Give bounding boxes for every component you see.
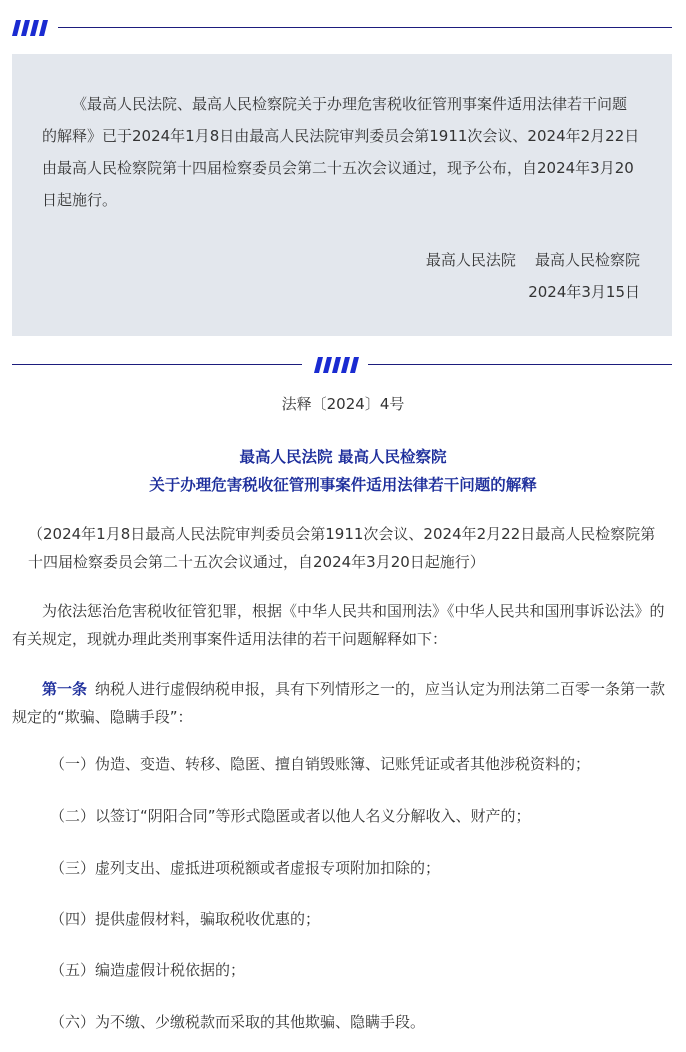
document-number: 法释〔2024〕4号: [281, 395, 405, 413]
list-item: （四）提供虚假材料，骗取税收优惠的；: [50, 910, 321, 928]
list-item: （一）伪造、变造、转移、隐匿、擅自销毁账簿、记账凭证或者其他涉税资料的；: [50, 755, 591, 773]
divider-line-right: [368, 364, 672, 365]
list-item: （五）编造虚假计税依据的；: [50, 961, 246, 979]
article-label: 第一条: [42, 680, 88, 698]
middle-divider: [12, 355, 672, 375]
announcement-box: [12, 54, 672, 336]
stripe-ornament: [316, 357, 357, 373]
document-title: [0, 443, 686, 499]
divider-line: [58, 27, 672, 28]
article-1: [12, 675, 672, 731]
signers: 最高人民法院 最高人民检察院: [425, 251, 640, 269]
title-line-2: 关于办理危害税收征管刑事案件适用法律若干问题的解释: [149, 476, 537, 494]
announcement-signature: [426, 244, 640, 308]
list-item: （六）为不缴、少缴税款而采取的其他欺骗、隐瞒手段。: [50, 1013, 426, 1031]
divider-line-left: [12, 364, 302, 365]
stripe-ornament: [14, 20, 46, 36]
list-item: （三）虚列支出、虚抵进项税额或者虚报专项附加扣除的；: [50, 859, 441, 877]
announcement-text: 《最高人民法院、最高人民检察院关于办理危害税收征管刑事案件适用法律若干问题的解释》已于2024年1月8日由最高人民法院审判委员会第1911次会议、2024年2月22日由最高人民检察院第十四届检察委员会第二十五次会议通过，现予公布，自2024年3月20日起施行。: [42, 95, 640, 209]
adoption-note: （2024年1月8日最高人民法院审判委员会第1911次会议、2024年2月22日最高人民检察院第十四届检察委员会第二十五次会议通过，自2024年3月20日起施行）: [28, 525, 656, 571]
top-divider: [12, 18, 672, 38]
preamble: 为依法惩治危害税收征管犯罪，根据《中华人民共和国刑法》《中华人民共和国刑事诉讼法》的有关规定，现就办理此类刑事案件适用法律的若干问题解释如下：: [12, 602, 665, 648]
list-item: （二）以签订“阴阳合同”等形式隐匿或者以他人名义分解收入、财产的；: [50, 807, 531, 825]
title-line-1: 最高人民法院 最高人民检察院: [239, 448, 447, 466]
announcement-date: 2024年3月15日: [528, 283, 640, 301]
article-text: 纳税人进行虚假纳税申报，具有下列情形之一的，应当认定为刑法第二百零一条第一款规定的“欺骗、隐瞒手段”：: [12, 680, 666, 726]
